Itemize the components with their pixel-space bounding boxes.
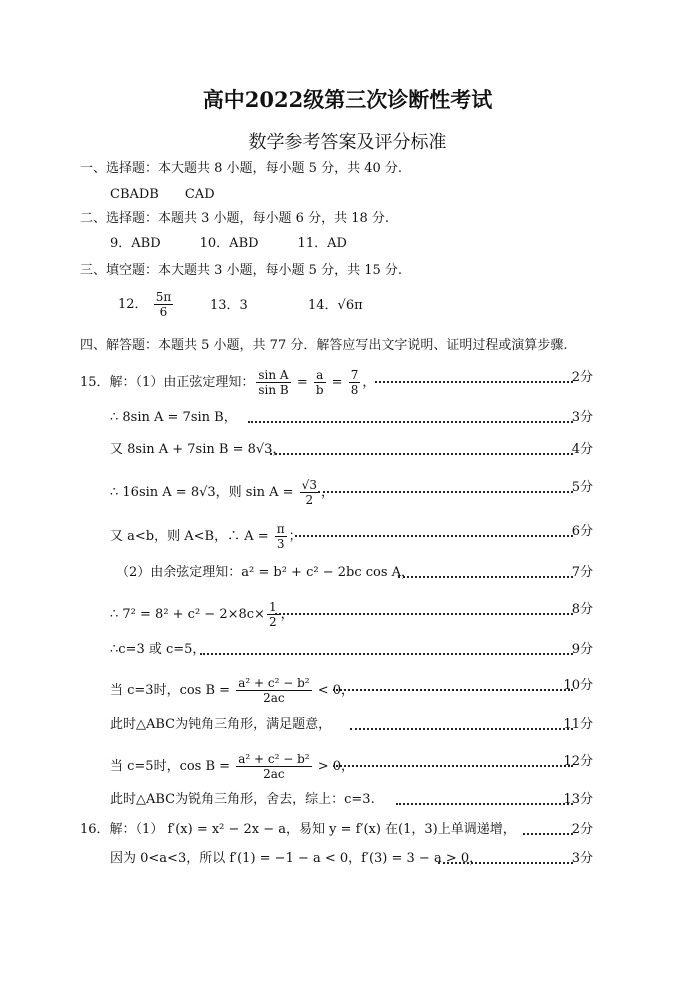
q15-line-9: 当 c=3时，cos B = $\frac{\text{a² + c² − b²}}{2ac}$ < 0， 10分 (110, 676, 593, 705)
leader-dots (398, 566, 573, 578)
score: 3分 (571, 410, 593, 425)
section-3-answers (118, 290, 175, 319)
score: 3分 (571, 851, 593, 866)
leader-dots (333, 679, 573, 691)
leader-dots (350, 718, 573, 730)
q16-line-2: 因为 0<a<3，所以 f′(1) = −1 − a < 0，f′(3) = 3 − a > 0， 3分 (0, 849, 695, 869)
q15-line-2: ∴ 8sin A = 7sin B， 3分 (0, 408, 695, 428)
leader-dots (438, 852, 573, 864)
score: 10分 (563, 678, 593, 693)
score: 12分 (563, 754, 593, 769)
score: 2分 (571, 822, 593, 837)
q15-line-1: 15．解：（1）由正弦定理知： $\frac{\text{sin A}}{\text{sin B}}$ = $\frac{a}{b}$ = $\frac{7}{8}$ ， 2分 (80, 368, 593, 397)
q15-line-11: 当 c=5时，cos B = $\frac{\text{a² + c² − b²}}{2ac}$ > 0， 12分 (110, 752, 593, 781)
q15-line-3: 又 8sin A + 7sin B = 8√3， 4分 (0, 440, 695, 460)
section-3-heading: 三、填空题：本大题共 3 小题，每小题 5 分，共 15 分. (80, 263, 403, 278)
leader-dots (200, 643, 573, 655)
leader-dots (396, 793, 573, 805)
answer-13: 13．3 (210, 298, 248, 313)
q15-line-4: ∴ 16sin A = 8√3，则 sin A = $\frac{√3}{2}$ ， 5分 (110, 478, 593, 507)
score: 11分 (563, 717, 593, 732)
q15-line-7: ∴ 7² = 8² + c² − 2×8c× $\frac{1}{2}$ ， 8分 (110, 600, 593, 629)
q15-line-8: ∴c=3 或 c=5， 9分 (0, 640, 695, 660)
answer-12-fraction: $\frac{5\pi}{6}$ (155, 290, 172, 319)
page-title: 高中2022级第三次诊断性考试 (202, 87, 493, 112)
section-4-heading: 四、解答题：本题共 5 小题，共 77 分．解答应写出文字说明、证明过程或演算步骤. (80, 338, 568, 353)
score: 6分 (571, 524, 593, 539)
score: 2分 (571, 370, 593, 385)
leader-dots (275, 603, 573, 615)
section-2-heading: 二、选择题：本题共 3 小题，每小题 6 分，共 18 分. (80, 211, 390, 226)
leader-dots (270, 443, 573, 455)
leader-dots (375, 371, 573, 383)
answer-12-label: 12． (118, 297, 148, 312)
leader-dots (295, 525, 573, 537)
section-1-heading: 一、选择题：本大题共 8 小题，每小题 5 分，共 40 分. (80, 161, 403, 176)
page-subtitle: 数学参考答案及评分标准 (248, 132, 447, 153)
leader-dots (333, 755, 573, 767)
leader-dots (318, 481, 573, 493)
q16-line-1: 16．解：（1） f′(x) = x² − 2x − a，易知 y = f′(x) 在(1，3)上单调递增， 2分 (0, 820, 695, 840)
score: 4分 (571, 442, 593, 457)
score: 7分 (571, 565, 593, 580)
score: 9分 (571, 642, 593, 657)
section-2-answers: 9．ABD 10．ABD 11．AD (110, 236, 347, 251)
score: 5分 (571, 480, 593, 495)
q15-line-5: 又 a<b，则 A<B，∴ A = $\frac{\pi}{3}$ ； 6分 (110, 522, 593, 551)
leader-dots (248, 411, 573, 423)
leader-dots (523, 823, 573, 835)
q15-line-10: 此时△ABC为钝角三角形，满足题意， 11分 (0, 715, 695, 735)
q15-line-6: （2）由余弦定理知：a² = b² + c² − 2bc cos A， 7分 (0, 563, 695, 583)
q15-line-12: 此时△ABC为锐角三角形，舍去，综上：c=3. 13分 (0, 790, 695, 810)
score: 8分 (571, 602, 593, 617)
answer-14: 14．√6π (308, 298, 363, 313)
score: 13分 (563, 792, 593, 807)
section-1-answers: CBADB CAD (110, 187, 215, 202)
